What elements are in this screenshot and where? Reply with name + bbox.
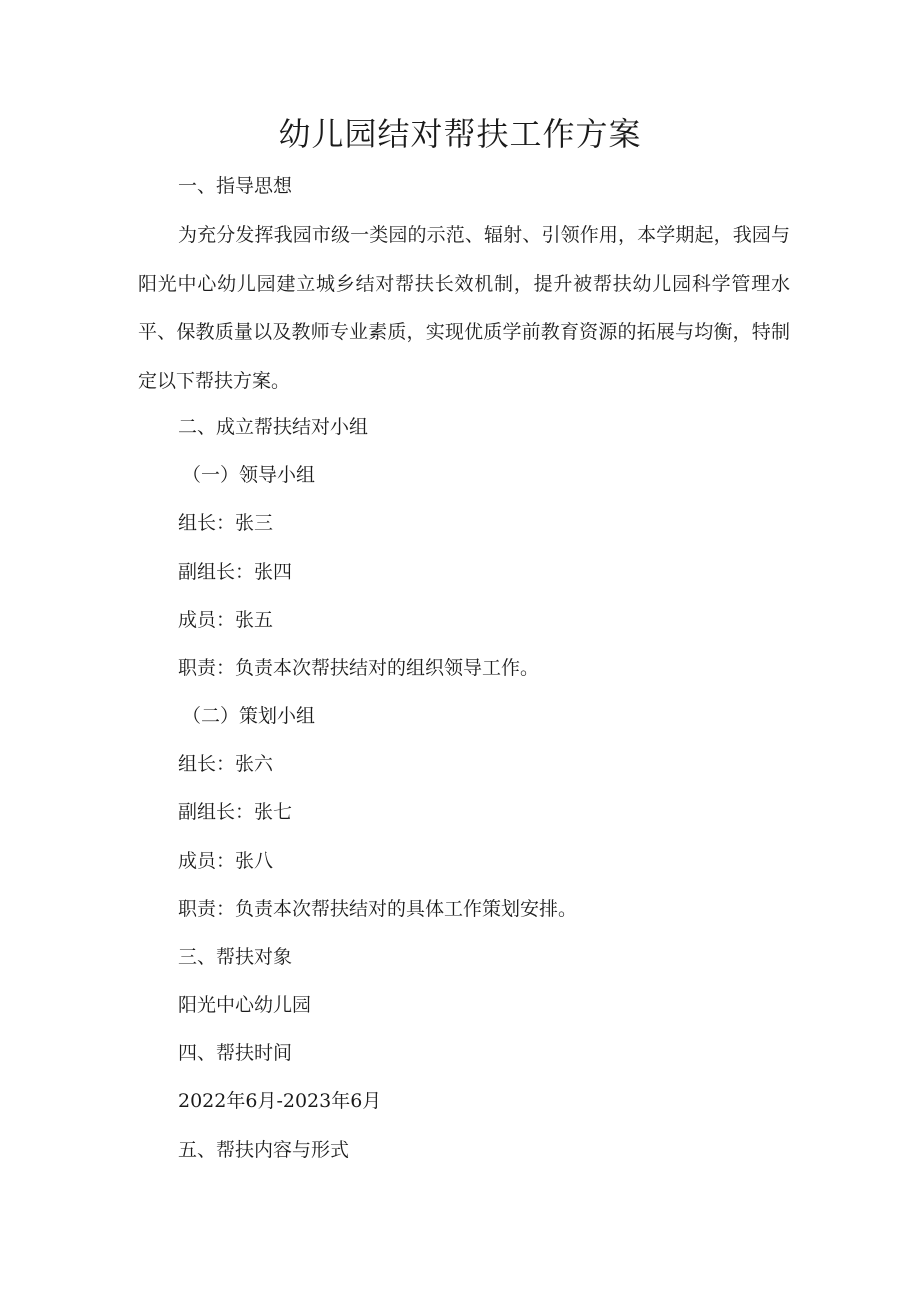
section-heading-establish-group: 二、成立帮扶结对小组	[178, 416, 369, 438]
section-heading-assistance-time: 四、帮扶时间	[178, 1042, 293, 1064]
assistance-time-content: 2022年6月-2023年6月	[178, 1090, 382, 1112]
leadership-member: 成员：张五	[178, 609, 274, 631]
subsection-heading-leadership-group: （一）领导小组	[182, 464, 316, 486]
section-heading-guiding-ideology: 一、指导思想	[178, 175, 293, 197]
planning-leader: 组长：张六	[178, 753, 274, 775]
assistance-target-content: 阳光中心幼儿园	[178, 994, 312, 1016]
leadership-deputy: 副组长：张四	[178, 561, 293, 583]
leadership-duty: 职责：负责本次帮扶结对的组织领导工作。	[178, 657, 540, 679]
section-heading-assistance-target: 三、帮扶对象	[178, 946, 293, 968]
planning-member: 成员：张八	[178, 850, 274, 872]
document-title: 幼儿园结对帮扶工作方案	[278, 115, 642, 153]
leadership-leader: 组长：张三	[178, 512, 274, 534]
planning-duty: 职责：负责本次帮扶结对的具体工作策划安排。	[178, 898, 578, 920]
planning-deputy: 副组长：张七	[178, 801, 293, 823]
section-heading-content-and-form: 五、帮扶内容与形式	[178, 1139, 350, 1161]
guiding-ideology-paragraph: 为充分发挥我园市级一类园的示范、辐射、引领作用，本学期起，我园与阳光中心幼儿园建立城乡结对帮扶长效机制，提升被帮扶幼儿园科学管理水平、保教质量以及教师专业素质，实现优质学前教育资源的拓展与均衡，特制定以下帮扶方案。	[138, 224, 790, 392]
subsection-heading-planning-group: （二）策划小组	[182, 705, 316, 727]
